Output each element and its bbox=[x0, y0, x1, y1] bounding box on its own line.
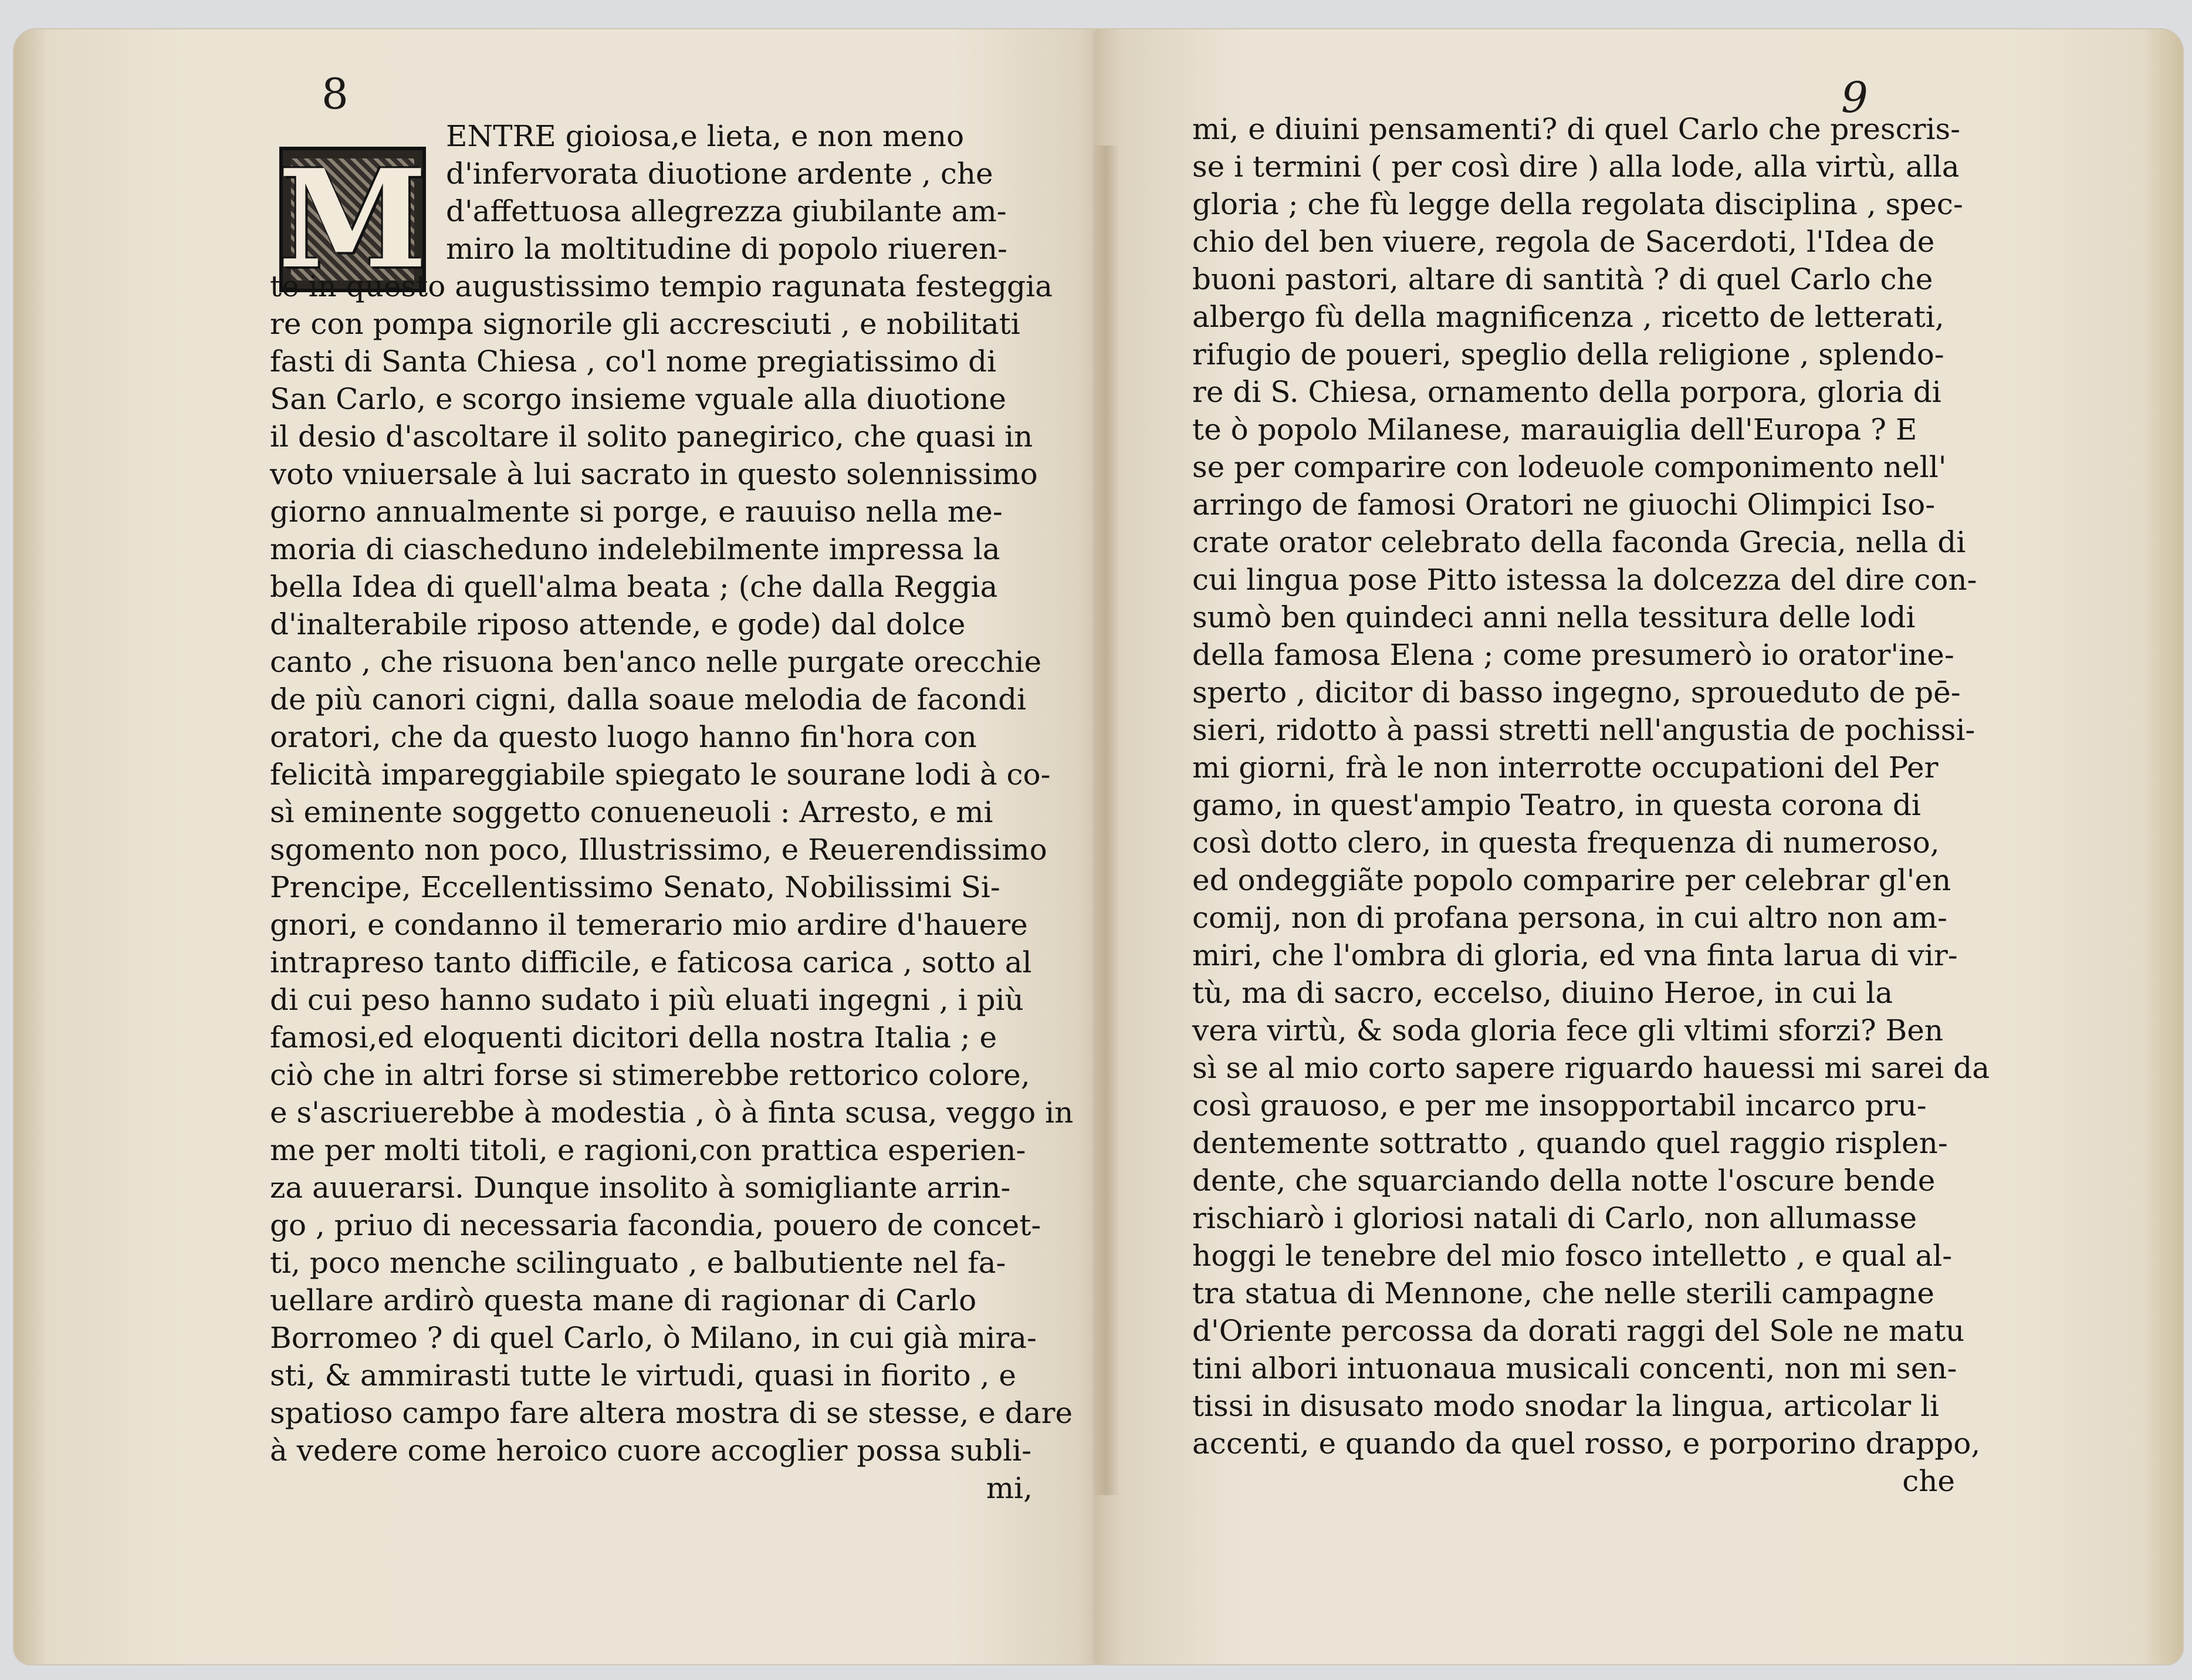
text-line: il desio d'ascoltare il solito panegirico, che quasi in bbox=[270, 420, 1033, 454]
text-line: arringo de famosi Oratori ne giuochi Olimpici Iso- bbox=[1192, 488, 1936, 522]
text-line: ENTRE gioiosa,e lieta, e non meno bbox=[446, 119, 965, 153]
text-line: se i termini ( per così dire ) alla lode, alla virtù, alla bbox=[1192, 150, 1960, 184]
text-line: della famosa Elena ; come presumerò io orator'ine- bbox=[1192, 638, 1954, 672]
text-line: fasti di Santa Chiesa , co'l nome pregiatissimo di bbox=[270, 344, 997, 378]
text-line: Borromeo ? di quel Carlo, ò Milano, in cui già mira- bbox=[270, 1321, 1037, 1355]
text-line: buoni pastori, altare di santità ? di quel Carlo che bbox=[1192, 262, 1933, 296]
text-line: d'infervorata diuotione ardente , che bbox=[446, 157, 993, 191]
text-line: comij, non di profana persona, in cui altro non am- bbox=[1192, 901, 1947, 935]
text-line: oratori, che da questo luogo hanno fin'hora con bbox=[270, 720, 977, 754]
text-line: rischiarò i gloriosi natali di Carlo, non allumasse bbox=[1192, 1201, 1917, 1235]
text-line: de più canori cigni, dalla soaue melodia de facondi bbox=[270, 682, 1027, 716]
text-line: tissi in disusato modo snodar la lingua, articolar li bbox=[1192, 1389, 1940, 1423]
text-line: sumò ben quindeci anni nella tessitura delle lodi bbox=[1192, 600, 1916, 634]
text-line: go , priuo di necessaria facondia, pouero de concet- bbox=[270, 1208, 1041, 1242]
text-line: za auuerarsi. Dunque insolito à somigliante arrin- bbox=[270, 1171, 1011, 1205]
text-line: mi, e diuini pensamenti? di quel Carlo che prescris- bbox=[1192, 112, 1961, 146]
text-line: albergo fù della magnificenza , ricetto de letterati, bbox=[1192, 300, 1944, 334]
right-page-number: 9 bbox=[1841, 73, 1868, 122]
text-line: ciò che in altri forse si stimerebbe rettorico colore, bbox=[270, 1058, 1030, 1092]
text-line: bella Idea di quell'alma beata ; (che dalla Reggia bbox=[270, 570, 998, 604]
text-line: voto vniuersale à lui sacrato in questo solennissimo bbox=[270, 457, 1038, 491]
text-line: tra statua di Mennone, che nelle sterili campagne bbox=[1192, 1276, 1934, 1310]
text-line: re di S. Chiesa, ornamento della porpora, gloria di bbox=[1192, 375, 1941, 409]
text-line: felicità impareggiabile spiegato le sourane lodi à co- bbox=[270, 758, 1051, 792]
initial-letter: M bbox=[278, 140, 428, 299]
text-line: sperto , dicitor di basso ingegno, sproueduto de pē- bbox=[1192, 675, 1961, 709]
text-line: vera virtù, & soda gloria fece gli vltimi sforzi? Ben bbox=[1192, 1013, 1944, 1047]
text-line: te ò popolo Milanese, marauiglia dell'Europa ? E bbox=[1192, 413, 1917, 447]
text-line: moria di ciascheduno indelebilmente impressa la bbox=[270, 532, 1000, 566]
text-line: mi giorni, frà le non interrotte occupationi del Per bbox=[1192, 751, 1939, 785]
text-line: dente, che squarciando della notte l'oscure bende bbox=[1192, 1164, 1936, 1198]
text-line: uellare ardirò questa mane di ragionar di Carlo bbox=[270, 1283, 977, 1317]
catchword: mi, bbox=[986, 1471, 1033, 1505]
catchword: che bbox=[1902, 1464, 1955, 1498]
text-line: sti, & ammirasti tutte le virtudi, quasi in fiorito , e bbox=[270, 1358, 1017, 1392]
text-line: gamo, in quest'ampio Teatro, in questa corona di bbox=[1192, 788, 1921, 822]
text-line: così grauoso, e per me insopportabil incarco pru- bbox=[1192, 1089, 1927, 1123]
text-line: d'Oriente percossa da dorati raggi del Sole ne matu bbox=[1192, 1314, 1965, 1348]
text-line: miri, che l'ombra di gloria, ed vna finta larua di vir- bbox=[1192, 938, 1958, 972]
text-line: re con pompa signorile gli accresciuti , e nobilitati bbox=[270, 307, 1020, 341]
right-page-text bbox=[1192, 110, 1990, 1500]
text-line: sì eminente soggetto conueneuoli : Arresto, e mi bbox=[270, 795, 993, 829]
text-line: di cui peso hanno sudato i più eluati ingegni , i più bbox=[270, 983, 1024, 1017]
text-line: cui lingua pose Pitto istessa la dolcezza del dire con- bbox=[1192, 563, 1977, 597]
text-line: giorno annualmente si porge, e rauuiso nella me- bbox=[270, 495, 1003, 529]
left-page-number: 8 bbox=[322, 69, 349, 119]
text-line: tù, ma di sacro, eccelso, diuino Heroe, in cui la bbox=[1192, 976, 1893, 1010]
text-line: te in questo augustissimo tempio ragunata festeggia bbox=[270, 269, 1053, 303]
left-page-text bbox=[270, 117, 1074, 1507]
text-line: miro la moltitudine di popolo riueren- bbox=[446, 232, 1007, 266]
text-line: se per comparire con lodeuole componimento nell' bbox=[1192, 450, 1947, 484]
text-line: ti, poco menche scilinguato , e balbutiente nel fa- bbox=[270, 1246, 1006, 1280]
book-gutter bbox=[1092, 146, 1119, 1495]
text-line: tini albori intuonaua musicali concenti, non mi sen- bbox=[1192, 1351, 1957, 1385]
text-line: accenti, e quando da quel rosso, e porporino drappo, bbox=[1192, 1427, 1981, 1461]
text-line: gloria ; che fù legge della regolata disciplina , spec- bbox=[1192, 187, 1963, 221]
text-line: e s'ascriuerebbe à modestia , ò à finta scusa, veggo in bbox=[270, 1096, 1074, 1130]
text-line: rifugio de poueri, speglio della religione , splendo- bbox=[1192, 337, 1944, 371]
text-line: sgomento non poco, Illustrissimo, e Reuerendissimo bbox=[270, 833, 1047, 867]
text-line: à vedere come heroico cuore accoglier possa subli- bbox=[270, 1434, 1032, 1468]
text-line: d'affettuosa allegrezza giubilante am- bbox=[446, 194, 1007, 228]
text-line: spatioso campo fare altera mostra di se stesse, e dare bbox=[270, 1396, 1073, 1430]
text-line: sieri, ridotto à passi stretti nell'angustia de pochissi- bbox=[1192, 713, 1975, 747]
text-line: chio del ben viuere, regola de Sacerdoti, l'Idea de bbox=[1192, 225, 1935, 259]
text-line: così dotto clero, in questa frequenza di numeroso, bbox=[1192, 826, 1940, 860]
text-line: ed ondeggiãte popolo comparire per celebrar gl'en bbox=[1192, 863, 1951, 897]
text-line: crate orator celebrato della faconda Grecia, nella di bbox=[1192, 525, 1966, 559]
text-line: canto , che risuona ben'anco nelle purgate orecchie bbox=[270, 645, 1042, 679]
text-line: San Carlo, e scorgo insieme vguale alla diuotione bbox=[270, 382, 1007, 416]
text-line: d'inalterabile riposo attende, e gode) dal dolce bbox=[270, 607, 966, 641]
text-line: Prencipe, Eccellentissimo Senato, Nobilissimi Si- bbox=[270, 870, 1000, 904]
text-line: famosi,ed eloquenti dicitori della nostra Italia ; e bbox=[270, 1020, 997, 1054]
text-line: hoggi le tenebre del mio fosco intelletto , e qual al- bbox=[1192, 1239, 1953, 1273]
text-line: sì se al mio corto sapere riguardo hauessi mi sarei da bbox=[1192, 1051, 1990, 1085]
text-line: gnori, e condanno il temerario mio ardire d'hauere bbox=[270, 908, 1028, 942]
text-line: dentemente sottratto , quando quel raggio risplen- bbox=[1192, 1126, 1948, 1160]
text-line: intrapreso tanto difficile, e faticosa carica , sotto al bbox=[270, 945, 1032, 979]
text-line: me per molti titoli, e ragioni,con prattica esperien- bbox=[270, 1133, 1026, 1167]
